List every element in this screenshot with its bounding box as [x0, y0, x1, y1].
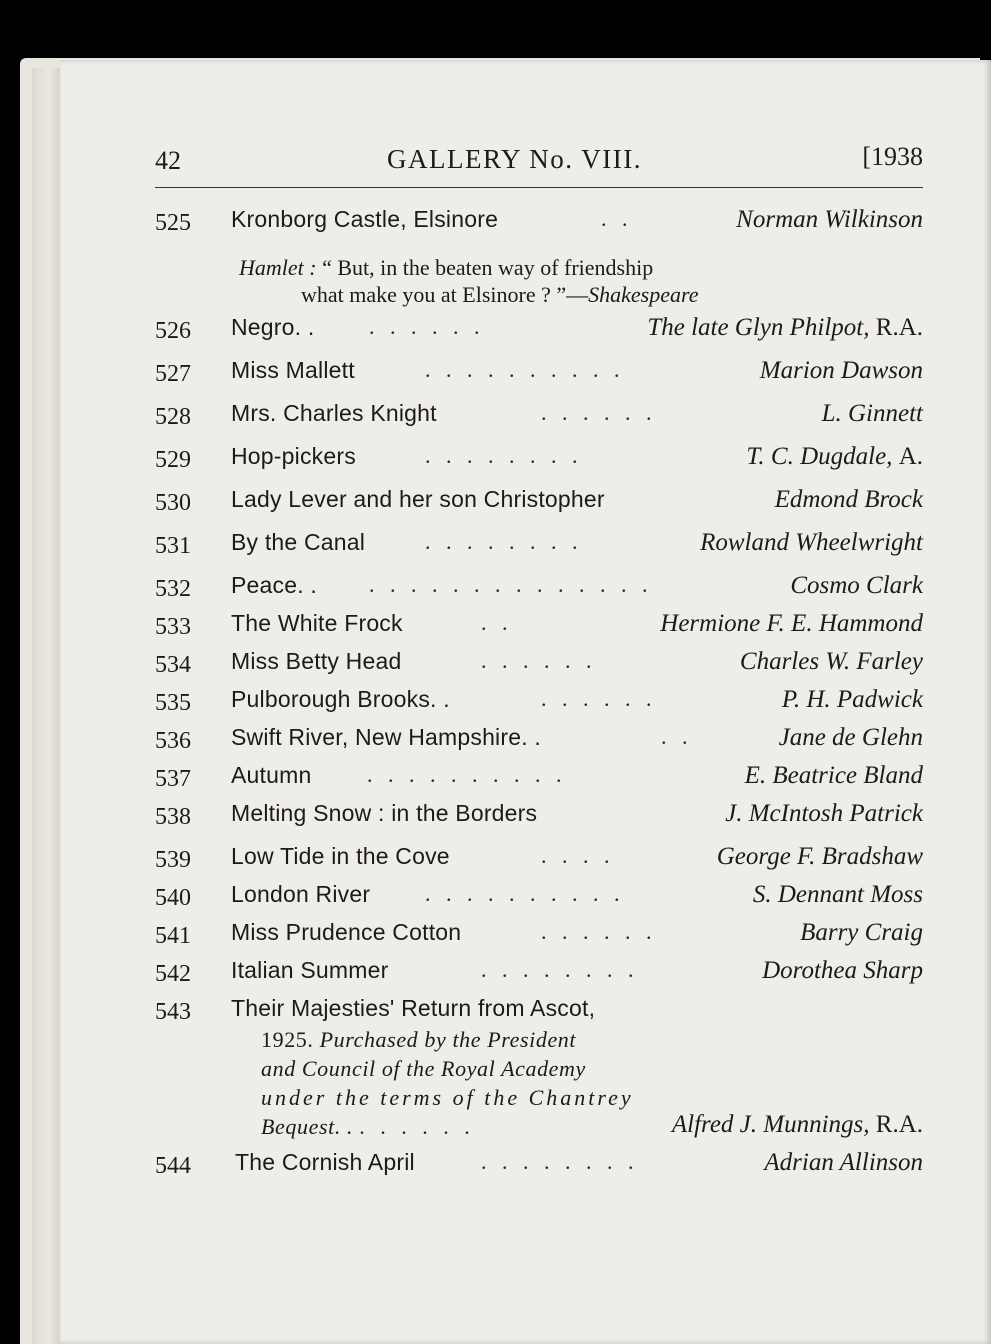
entry-title: Mrs. Charles Knight	[231, 400, 437, 426]
entry-artist: Rowland Wheelwright	[700, 529, 923, 556]
note-line-3: under the terms of the Chantrey	[261, 1085, 634, 1110]
entry-title: Miss Prudence Cotton	[231, 919, 462, 945]
entry-number: 544	[155, 1153, 191, 1179]
list-item	[155, 206, 923, 244]
entry-title: The Cornish April	[235, 1149, 415, 1175]
entry-title: Lady Lever and her son Christopher	[231, 486, 605, 512]
entry-number: 529	[155, 447, 191, 473]
entry-artist: George F. Bradshaw	[716, 843, 923, 870]
list-item	[155, 400, 923, 443]
leader-dots: . .	[601, 206, 633, 231]
list-item	[155, 572, 923, 610]
list-item	[155, 800, 923, 843]
list-item	[155, 686, 923, 724]
entry-artist: Alfred J. Munnings, R.A.	[671, 1111, 923, 1138]
entry-number: 528	[155, 404, 191, 430]
entry-number: 530	[155, 490, 191, 516]
list-item	[155, 919, 923, 957]
entry-title: Miss Mallett	[231, 357, 355, 383]
entry-number: 535	[155, 690, 191, 716]
entry-list	[155, 206, 923, 1185]
leader-dots: . .	[661, 724, 693, 749]
page-number: 42	[155, 146, 181, 175]
entry-artist: Dorothea Sharp	[762, 957, 923, 984]
entry-artist: Hermione F. E. Hammond	[660, 610, 923, 637]
entry-title: Miss Betty Head	[231, 648, 402, 674]
entry-title: Italian Summer	[231, 957, 389, 983]
leader-dots: . . . . . . . .	[425, 443, 583, 468]
list-item	[155, 1145, 923, 1185]
leader-dots: . . . . . . . .	[481, 957, 639, 982]
gallery-title: GALLERY No. VIII.	[387, 144, 642, 174]
entry-artist: L. Ginnett	[821, 400, 923, 427]
page-header	[155, 140, 923, 186]
catalogue-year: [1938	[862, 142, 923, 171]
list-item	[155, 995, 923, 1145]
entry-number: 525	[155, 210, 191, 236]
note-line-4: Bequest. .	[261, 1114, 354, 1139]
entry-title: Autumn	[231, 762, 312, 788]
entry-number: 540	[155, 885, 191, 911]
quote-line-2: what make you at Elsinore ? ”—	[301, 282, 589, 307]
entry-number: 534	[155, 652, 191, 678]
entry-title: Peace. .	[231, 572, 317, 598]
entry-artist: J. McIntosh Patrick	[725, 800, 923, 827]
list-item	[155, 610, 923, 648]
list-item	[155, 486, 923, 529]
note-line-1: Purchased by the President	[319, 1027, 577, 1052]
entry-number: 543	[155, 999, 191, 1025]
entry-artist: The late Glyn Philpot, R.A.	[647, 314, 923, 341]
list-item	[155, 724, 923, 762]
entry-artist: E. Beatrice Bland	[744, 762, 923, 789]
entry-title: Kronborg Castle, Elsinore	[231, 206, 499, 232]
list-item	[155, 648, 923, 686]
leader-dots: . . . . . . . . . .	[367, 762, 567, 787]
entry-artist: T. C. Dugdale, A.	[746, 443, 923, 470]
entry-title: Their Majesties' Return from Ascot,	[231, 995, 596, 1021]
entry-title: Melting Snow : in the Borders	[231, 800, 538, 826]
leader-dots: . . . .	[541, 843, 615, 868]
header-rule	[155, 187, 923, 188]
leader-dots: . . . . . .	[359, 1114, 475, 1139]
entry-number: 541	[155, 923, 191, 949]
entry-number: 539	[155, 847, 191, 873]
list-item	[155, 357, 923, 400]
entry-year: 1925.	[261, 1027, 314, 1052]
entry-artist: Charles W. Farley	[739, 648, 923, 675]
entry-number: 542	[155, 961, 191, 987]
list-item	[155, 881, 923, 919]
entry-artist: Barry Craig	[800, 919, 923, 946]
list-item	[155, 762, 923, 800]
leader-dots: . .	[481, 610, 513, 635]
leader-dots: . . . . . . . .	[481, 1149, 639, 1174]
entry-number: 531	[155, 533, 191, 559]
leader-dots: . . . . . .	[369, 314, 485, 339]
entry-artist: Edmond Brock	[774, 486, 923, 513]
page-curl	[32, 68, 60, 1344]
note-line-2: and Council of the Royal Academy	[261, 1056, 586, 1081]
quote-line-1: “ But, in the beaten way of friendship	[322, 255, 654, 280]
leader-dots: . . . . . . . . . .	[425, 881, 625, 906]
entry-number: 527	[155, 361, 191, 387]
list-item	[155, 314, 923, 357]
entry-title: The White Frock	[231, 610, 403, 636]
entry-artist: Adrian Allinson	[764, 1149, 923, 1176]
entry-number: 537	[155, 766, 191, 792]
leader-dots: . . . . . .	[541, 686, 657, 711]
entry-artist: S. Dennant Moss	[752, 881, 923, 908]
entry-artist: Norman Wilkinson	[736, 206, 923, 233]
entry-title: By the Canal	[231, 529, 366, 555]
entry-number: 526	[155, 318, 191, 344]
entry-title: Negro. .	[231, 314, 315, 340]
entry-artist: Marion Dawson	[759, 357, 923, 384]
leader-dots: . . . . . . . .	[425, 529, 583, 554]
entry-title: London River	[231, 881, 371, 907]
leader-dots: . . . . . .	[481, 648, 597, 673]
quote-speaker: Hamlet :	[239, 255, 317, 280]
entry-artist: Jane de Glehn	[778, 724, 923, 751]
entry-title: Hop-pickers	[231, 443, 356, 469]
leader-dots: . . . . . . . . . . . . . .	[369, 572, 653, 597]
entry-number: 536	[155, 728, 191, 754]
leader-dots: . . . . . .	[541, 919, 657, 944]
entry-number: 532	[155, 576, 191, 602]
entry-artist: P. H. Padwick	[781, 686, 923, 713]
leader-dots: . . . . . . . . . .	[425, 357, 625, 382]
entry-number: 533	[155, 614, 191, 640]
entry-note	[261, 1025, 701, 1141]
list-item	[155, 957, 923, 995]
list-item	[155, 843, 923, 881]
list-item	[155, 443, 923, 486]
entry-artist: Cosmo Clark	[790, 572, 923, 599]
entry-number: 538	[155, 804, 191, 830]
entry-quote	[239, 254, 919, 314]
leader-dots: . . . . . .	[541, 400, 657, 425]
entry-title: Pulborough Brooks. .	[231, 686, 450, 712]
entry-title: Swift River, New Hampshire. .	[231, 724, 541, 750]
entry-title: Low Tide in the Cove	[231, 843, 450, 869]
list-item	[155, 529, 923, 572]
quote-source: Shakespeare	[588, 282, 699, 307]
